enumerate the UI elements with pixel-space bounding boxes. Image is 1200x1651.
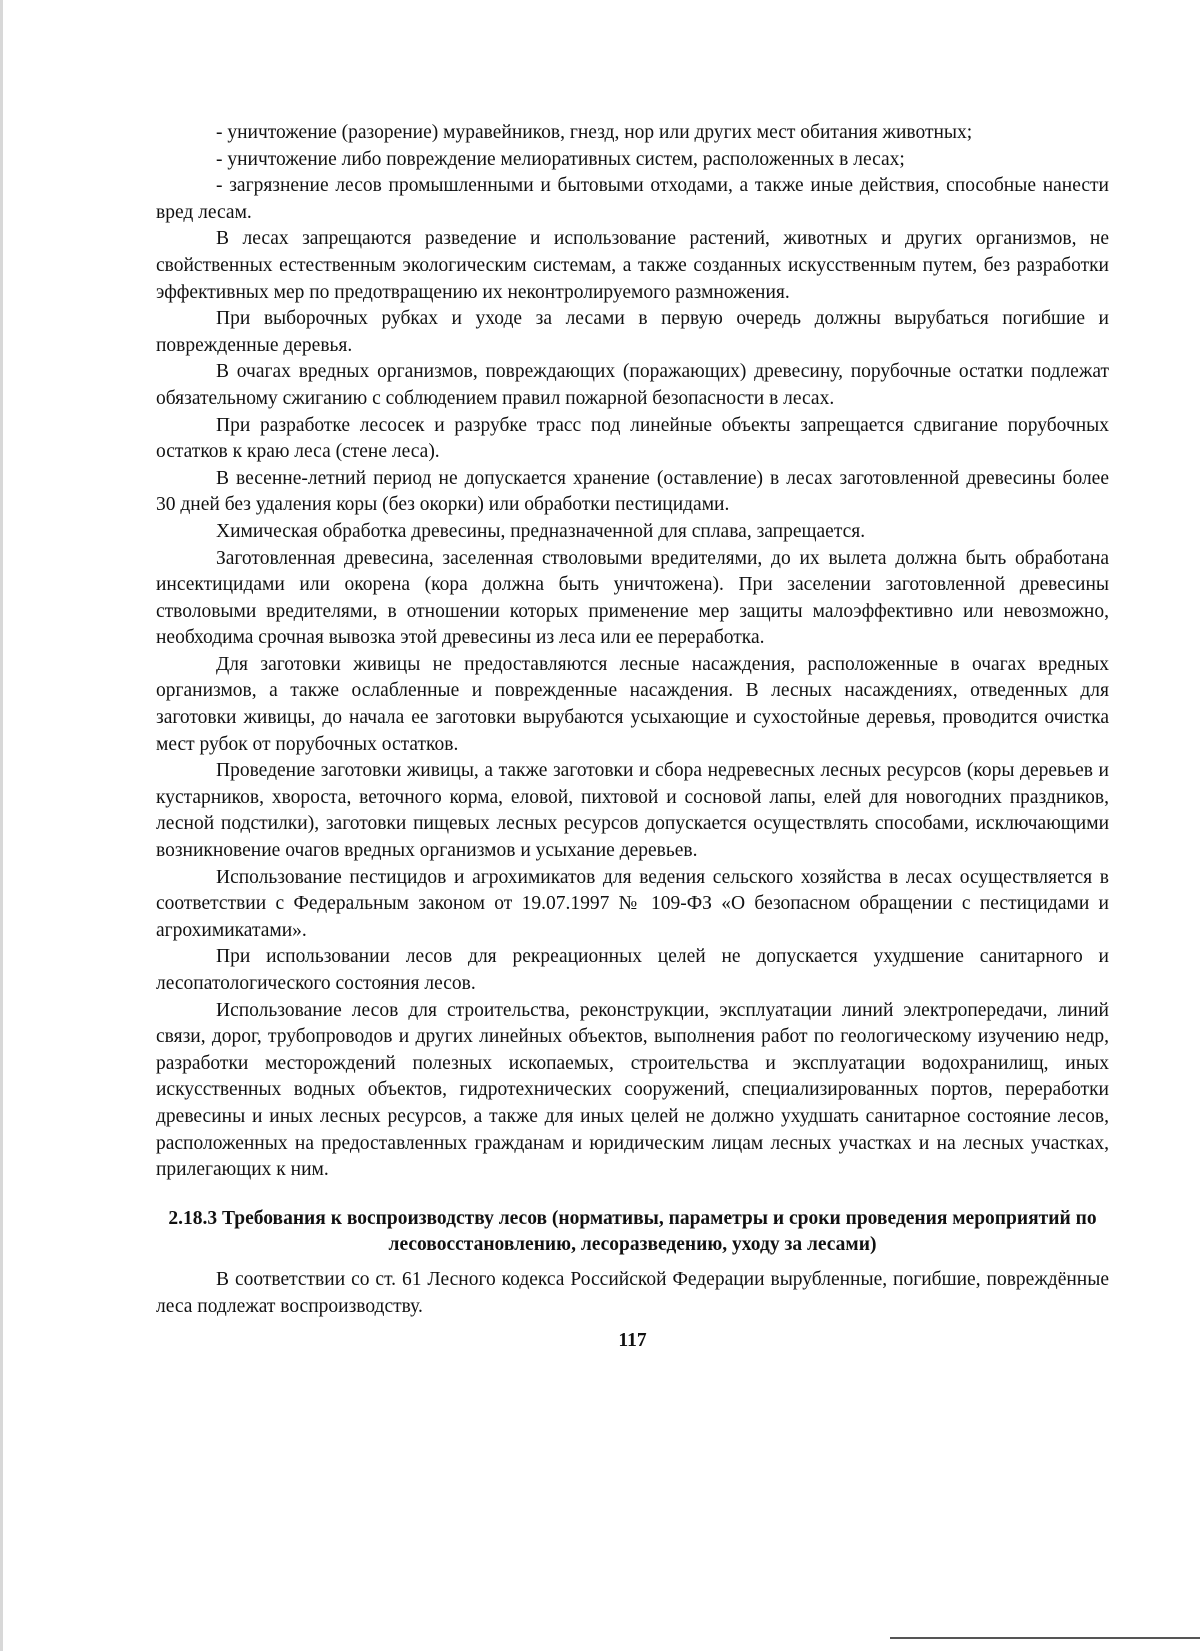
paragraph-chemical-treatment: Химическая обработка древесины, предназначенной для сплава, запрещается. [216,520,866,542]
scan-edge-shadow [0,0,3,1651]
section-heading: 2.18.3 Требования к воспроизводству лесов (нормативы, параметры и сроки проведения мероприятий по лесовосстановлению, лесоразведению, уходу за лесами) [168,1207,1097,1256]
scan-artifact-line [890,1637,1200,1639]
paragraph-pest-foci: В очагах вредных организмов, повреждающих (поражающих) древесину, порубочные остатки подлежат обязательному сжиганию с соблюдением правил пожарной безопасности в лесах. [156,361,1109,409]
paragraph-pesticides: Использование пестицидов и агрохимикатов для ведения сельского хозяйства в лесах осуществляется в соответствии с Федеральным законом от 19.07.1997 № 109-ФЗ «О безопасном обращении с пестицидами и агрохимикатами». [156,866,1109,941]
paragraph-linear-objects: Использование лесов для строительства, реконструкции, эксплуатации линий электропередачи, линий связи, дорог, трубопроводов и других линейных объектов, выполнения работ по геологическому изучению недр, разработки месторождений полезных ископаемых, строительства и эксплуатации водохранилищ, иных искусственных водных объектов, гидротехнических сооружений, специализированных портов, переработки древесины и иных лесных ресурсов, а также для иных целей не должно ухудшать санитарное состояние лесов, расположенных на предоставленных гражданам и юридическим лицам лесных участках и на лесных участках, прилегающих к ним. [156,999,1109,1181]
paragraph-timber-storage: В весенне-летний период не допускается хранение (оставление) в лесах заготовленной древесины более 30 дней без удаления коры (без окорки) или обработки пестицидами. [156,467,1109,516]
paragraph-list-item-anthills: - уничтожение (разорение) муравейников, гнезд, нор или других мест обитания животных; [216,122,973,143]
paragraph-reproduction: В соответствии со ст. 61 Лесного кодекса Российской Федерации вырубленные, погибшие, повреждённые леса подлежат воспроизводству. [156,1268,1109,1317]
document-page [156,120,1109,1354]
paragraph-alien-species: В лесах запрещаются разведение и использование растений, животных и других организмов, не свойственных естественным экологическим системам, а также созданных искусственным путем, без разработки эффективных мер по предотвращению их неконтролируемого размножения. [156,228,1109,303]
paragraph-selective-felling: При выборочных рубках и уходе за лесами в первую очередь должны вырубаться погибшие и поврежденные деревья. [156,308,1109,356]
paragraph-recreation: При использовании лесов для рекреационных целей не допускается ухудшение санитарного и лесопатологического состояния лесов. [156,946,1109,994]
paragraph-list-item-pollution: - загрязнение лесов промышленными и бытовыми отходами, а также иные действия, способные нанести вред лесам. [156,175,1109,223]
paragraph-non-timber-resources: Проведение заготовки живицы, а также заготовки и сбора недревесных лесных ресурсов (коры деревьев и кустарников, хвороста, веточного корма, еловой, пихтовой и сосновой лапы, елей для новогодних праздников, лесной подстилки), заготовки пищевых лесных ресурсов допускается осуществлять способами, исключающими возникновение очагов вредных организмов и усыхание деревьев. [156,760,1109,862]
paragraph-infested-timber: Заготовленная древесина, заселенная стволовыми вредителями, до их вылета должна быть обработана инсектицидами или окорена (кора должна быть уничтожена). При заселении заготовленной древесины стволовыми вредителями, в отношении которых применение мер защиты малоэффективно или невозможно, необходима срочная вывозка этой древесины из леса или ее переработка. [156,547,1109,649]
paragraph-resin-tapping: Для заготовки живицы не предоставляются лесные насаждения, расположенные в очагах вредных организмов, а также ослабленные и поврежденные насаждения. В лесных насаждениях, отведенных для заготовки живицы, до начала ее заготовки вырубаются усыхающие и сухостойные деревья, проводится очистка мест рубок от порубочных остатков. [156,653,1109,755]
paragraph-list-item-melioration: - уничтожение либо повреждение мелиоративных систем, расположенных в лесах; [216,148,905,170]
paragraph-logging-residues: При разработке лесосек и разрубке трасс под линейные объекты запрещается сдвигание порубочных остатков к краю леса (стене леса). [156,414,1109,463]
page-number: 117 [618,1330,647,1352]
